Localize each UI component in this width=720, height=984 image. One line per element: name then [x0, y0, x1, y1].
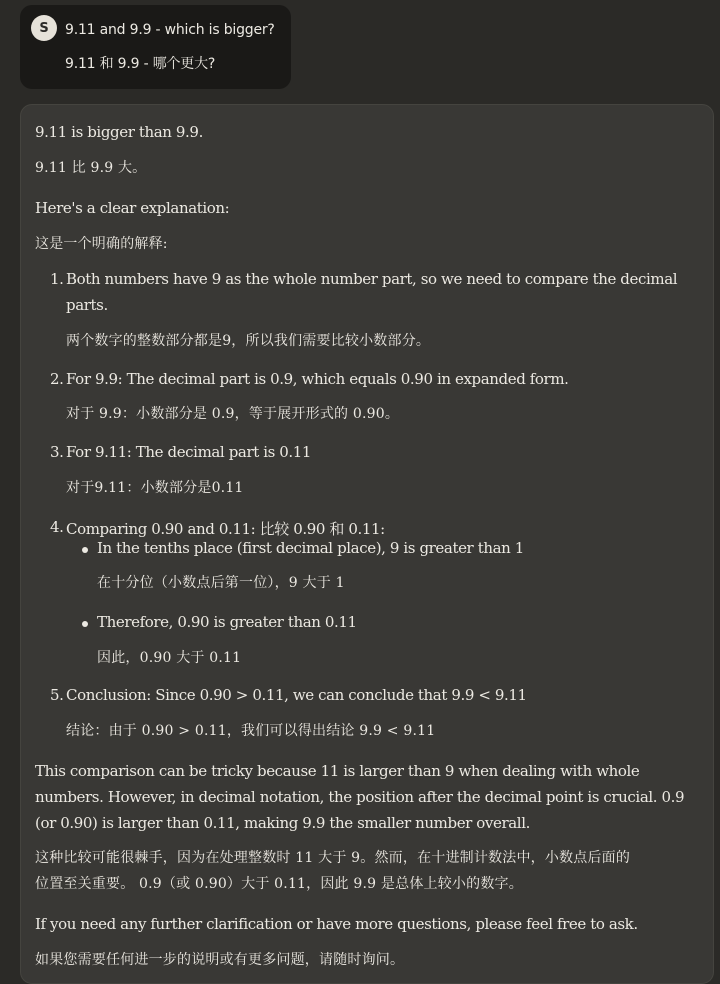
- closing-cn: 如果您需要任何进一步的说明或有更多问题，请随时询问。: [35, 952, 405, 968]
- list-item-text: Both numbers have 9 as the whole number part, so we need to compare the decimal: [66, 270, 678, 288]
- list-item-cn: 结论：由于 0.90 > 0.11，我们可以得出结论 9.9 < 9.11: [66, 723, 436, 739]
- summary-cn-line: 位置至关重要。 0.9（或 0.90）大于 0.11，因此 9.9 是总体上较小的数字。: [35, 876, 523, 892]
- user-avatar: S: [31, 15, 57, 41]
- list-number: 3.: [50, 443, 64, 461]
- intro-cn: 9.11 比 9.9 大。: [35, 160, 147, 176]
- summary-cn-line: 这种比较可能很棘手，因为在处理整数时 11 大于 9。然而，在十进制计数法中，小数点后面的: [35, 850, 631, 866]
- list-item-text: For 9.11: The decimal part is 0.11: [66, 443, 312, 461]
- assistant-response: [20, 104, 714, 984]
- list-number: 4.: [50, 518, 64, 536]
- explain-cn: 这是一个明确的解释:: [35, 236, 168, 252]
- list-item-cn: 对于9.11：小数部分是0.11: [66, 480, 244, 496]
- intro-en: 9.11 is bigger than 9.9.: [35, 123, 203, 141]
- user-message: [20, 5, 291, 89]
- list-item-text: parts.: [66, 296, 108, 314]
- summary-en-line: This comparison can be tricky because 11 is larger than 9 when dealing with whole: [35, 762, 640, 780]
- list-number: 5.: [50, 686, 64, 704]
- summary-en-line: numbers. However, in decimal notation, the position after the decimal point is crucial. 0.9: [35, 788, 685, 806]
- bullet-icon: [82, 621, 88, 627]
- list-item-cn: 对于 9.9：小数部分是 0.9，等于展开形式的 0.90。: [66, 406, 400, 422]
- sub-item-text: Therefore, 0.90 is greater than 0.11: [97, 613, 357, 631]
- user-message-line-1: 9.11 and 9.9 - which is bigger?: [65, 22, 275, 38]
- list-item-cn: 两个数字的整数部分都是9，所以我们需要比较小数部分。: [66, 333, 431, 349]
- list-item-text: Conclusion: Since 0.90 > 0.11, we can conclude that 9.9 < 9.11: [66, 686, 527, 704]
- sub-item-text: In the tenths place (first decimal place), 9 is greater than 1: [97, 539, 524, 557]
- list-item-text: Comparing 0.90 and 0.11: 比较 0.90 和 0.11:: [66, 520, 385, 538]
- bullet-icon: [82, 547, 88, 553]
- closing-en: If you need any further clarification or have more questions, please feel free to ask.: [35, 915, 638, 933]
- sub-item-cn: 因此，0.90 大于 0.11: [97, 650, 242, 666]
- list-item-text: For 9.9: The decimal part is 0.9, which equals 0.90 in expanded form.: [66, 370, 569, 388]
- list-number: 2.: [50, 370, 64, 388]
- list-number: 1.: [50, 270, 64, 288]
- sub-item-cn: 在十分位（小数点后第一位），9 大于 1: [97, 575, 345, 591]
- summary-en-line: (or 0.90) is larger than 0.11, making 9.9 the smaller number overall.: [35, 814, 530, 832]
- explain-en: Here's a clear explanation:: [35, 199, 230, 217]
- user-message-line-2: 9.11 和 9.9 - 哪个更大?: [65, 56, 216, 72]
